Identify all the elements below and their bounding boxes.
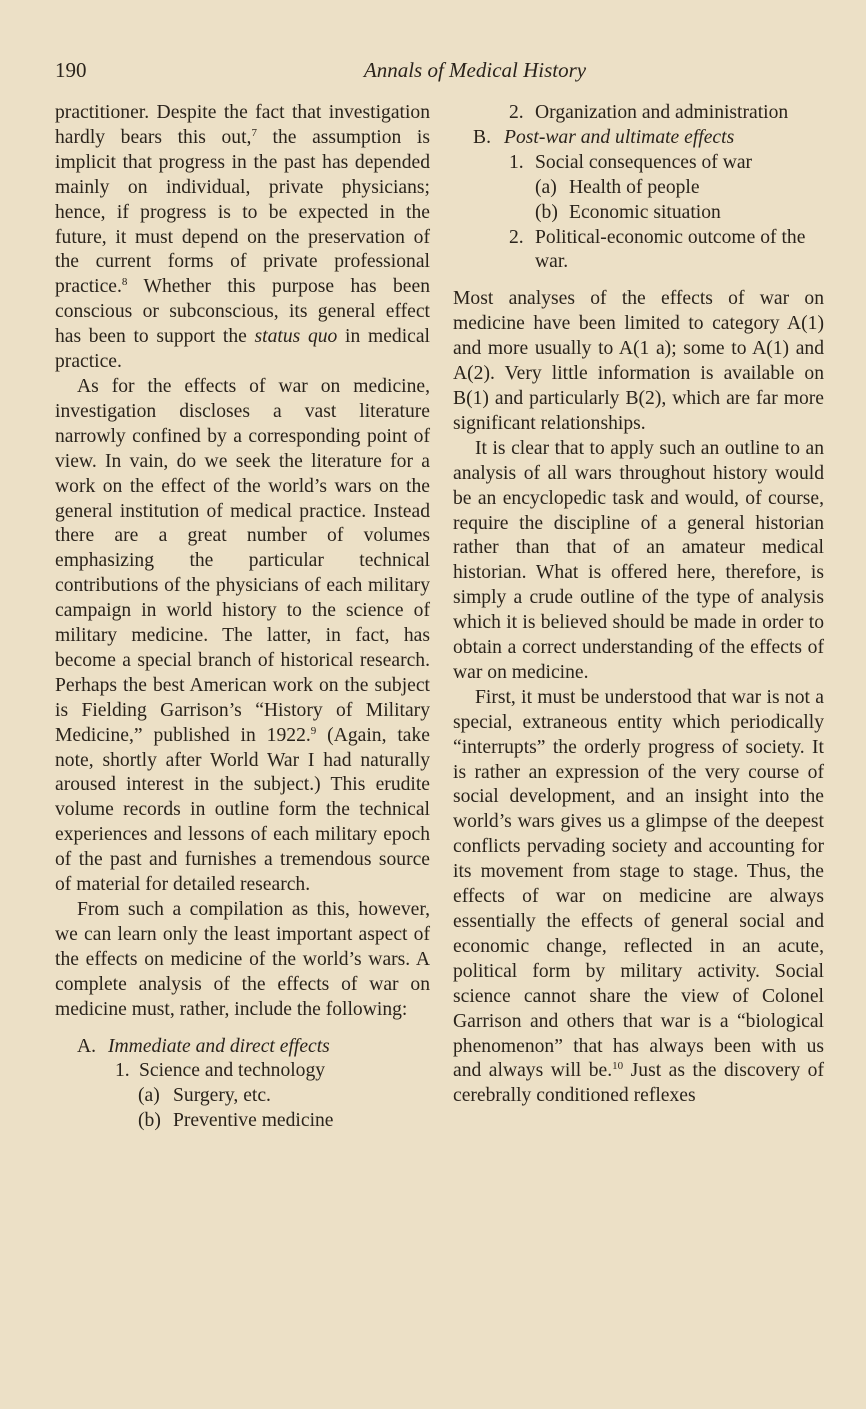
outline-list xyxy=(453,101,824,275)
running-title: Annals of Medical History xyxy=(363,58,587,82)
outline-list xyxy=(55,1035,430,1135)
outline-text: Surgery, etc. xyxy=(173,1085,271,1107)
outline-text: Post-war and ultimate effects xyxy=(504,126,735,148)
outline-marker: 1. xyxy=(509,151,524,173)
outline-text: Science and technology xyxy=(139,1060,326,1082)
outline-item xyxy=(453,126,824,151)
paragraph xyxy=(55,375,430,898)
emphasis: status quo xyxy=(254,326,338,348)
paragraph xyxy=(453,686,824,1109)
outline-item xyxy=(55,1084,430,1109)
outline-marker: A. xyxy=(77,1035,97,1057)
page-number: 190 xyxy=(55,58,87,82)
text-span: (Again, take note, shortly after World War I had naturally aroused interest in the subject.) This erudite volume records in outline form the technical experiences and lessons of each military epoch of the past and furnishes a tremendous source of material for detailed research. xyxy=(55,724,430,896)
text-span: the assumption is implicit that progress in the past has depended mainly on individual, private physicians; hence, if progress is to be expected in the future, it must depend on the preservation of the current forms of private professional practice. xyxy=(55,126,430,298)
outline-text: Social consequences of war xyxy=(535,151,753,173)
outline-item xyxy=(453,201,824,226)
outline-text: Economic situation xyxy=(569,201,721,223)
outline-text: Immediate and direct effects xyxy=(108,1035,330,1057)
text-span: in medical practice. xyxy=(55,326,430,373)
outline-marker: B. xyxy=(473,126,491,148)
page-header xyxy=(55,58,825,88)
outline-item xyxy=(453,226,824,276)
paragraph: It is clear that to apply such an outline to an analysis of all wars throughout history would be an encyclopedic task and would, of course, require the discipline of a general historian rather than that of an amateur medical historian. What is offered here, therefore, is simply a crude outline of the type of analysis which it is believed should be made in order to obtain a correct understanding of the effects of war on medicine. xyxy=(453,437,824,683)
outline-text: Political-economic outcome of the war. xyxy=(535,226,806,273)
text-span: Whether this purpose has been conscious or subconscious, its general effect has been to support the xyxy=(55,276,430,348)
outline-item xyxy=(55,1035,430,1060)
text-span: First, it must be understood that war is not a special, extraneous entity which periodically “interrupts” the orderly progress of society. It is rather an expression of the very course of social development, and an insight into the world’s wars gives us a glimpse of the deepest conflicts pervading society and accounting for its movement from stage to stage. Thus, the effects of war on medicine are always essentially the effects of general social and economic change, reflected in an acute, political form by military activity. Social science cannot share the view of Colonel Garrison and others that war is a “biological phenomenon” that has always been with us and always will be. xyxy=(453,686,824,1082)
outline-text: Preventive medicine xyxy=(173,1110,334,1132)
paragraph xyxy=(55,101,430,375)
outline-marker: (a) xyxy=(535,176,557,198)
outline-text: Health of people xyxy=(569,176,700,198)
paragraph: From such a compilation as this, however, we can learn only the least important aspect of the effects on medicine of the world’s wars. A complete analysis of the effects of war on medicine must, rather, include the following: xyxy=(55,899,430,1020)
outline-marker: 1. xyxy=(115,1060,130,1082)
outline-marker: (b) xyxy=(138,1110,161,1132)
footnote-ref: 8 xyxy=(121,276,128,289)
footnote-ref: 7 xyxy=(251,126,257,139)
outline-item xyxy=(55,1109,430,1134)
outline-item xyxy=(453,101,824,126)
text-span: Just as the discovery of cerebrally conditioned reflexes xyxy=(453,1060,824,1107)
outline-item xyxy=(453,176,824,201)
text-span: As for the effects of war on medicine, investigation discloses a vast literature narrowly confined by a corresponding point of view. In vain, do we seek the literature for a work on the effect of the world’s wars on the general institution of medical practice. Instead there are a great number of volumes emphasizing the particular technical contributions of the physicians of each military campaign in world history to the science of military medicine. The latter, in fact, has become a special branch of historical research. Perhaps the best American work on the subject is Fielding Garrison’s “History of Military Medicine,” published in 1922. xyxy=(55,375,430,746)
outline-marker: 2. xyxy=(509,226,524,248)
text-span: practitioner. Despite the fact that investigation hardly bears this out, xyxy=(55,102,430,148)
outline-marker: 2. xyxy=(509,102,524,123)
right-column xyxy=(453,101,824,1109)
outline-text: Organization and administration xyxy=(535,102,789,123)
footnote-ref: 9 xyxy=(310,724,317,737)
outline-marker: (b) xyxy=(535,201,558,223)
footnote-ref: 10 xyxy=(612,1060,624,1073)
outline-item xyxy=(453,151,824,176)
paragraph: Most analyses of the effects of war on medicine have been limited to category A(1) and more usually to A(1 a); some to A(1) and A(2). Very little information is available on B(1) and particularly B(2), which are far more significant relationships. xyxy=(453,288,824,434)
outline-item xyxy=(55,1059,430,1084)
left-column xyxy=(55,101,430,1134)
outline-marker: (a) xyxy=(138,1085,160,1107)
